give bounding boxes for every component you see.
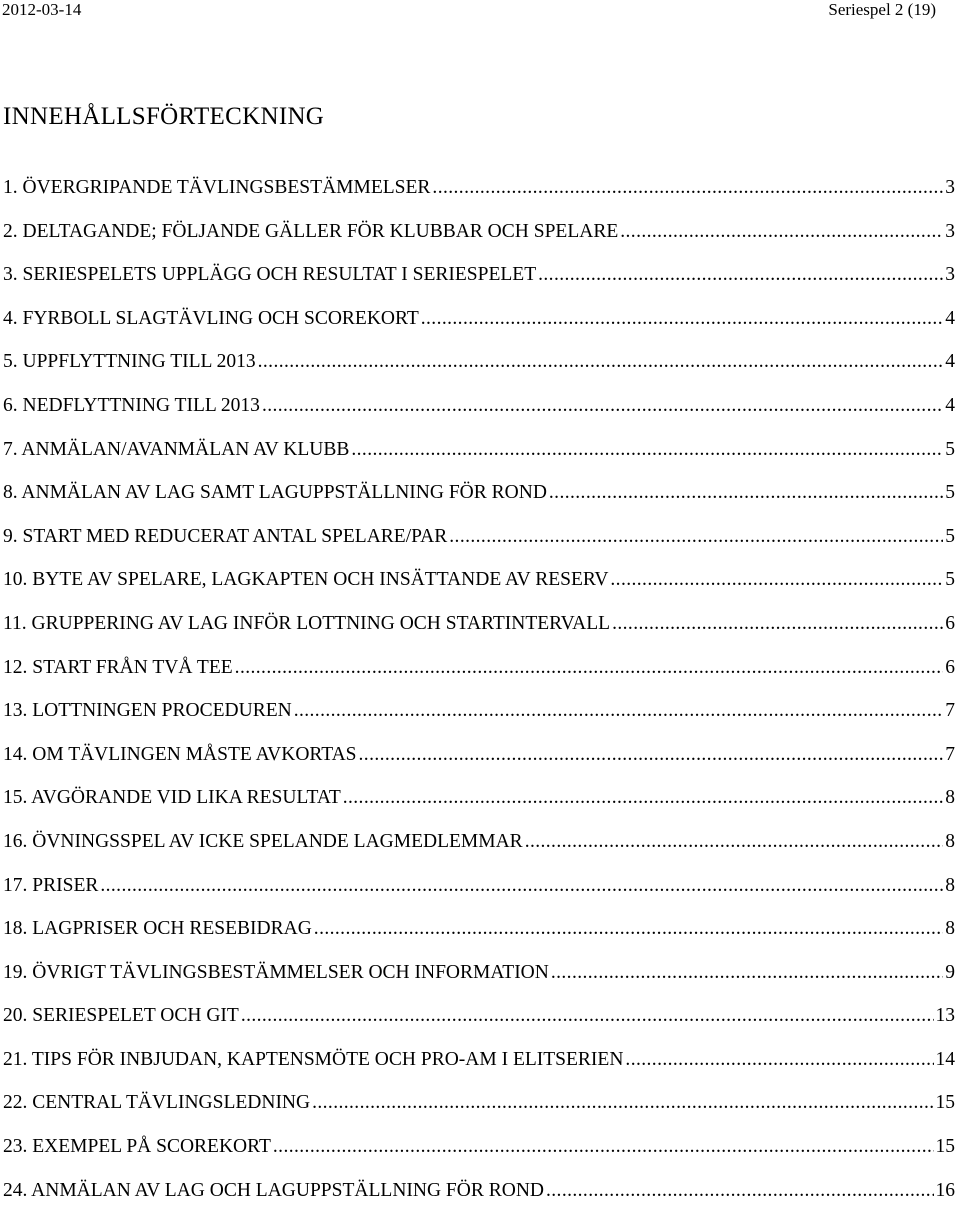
toc-leader-dots (273, 1125, 934, 1169)
toc-entry[interactable] (3, 471, 955, 515)
toc-leader-dots (241, 994, 934, 1038)
toc-entry-label: 10. BYTE AV SPELARE, LAGKAPTEN OCH INSÄTTANDE AV RESERV (3, 569, 609, 591)
toc-leader-dots (538, 253, 943, 297)
toc-entry[interactable] (3, 733, 955, 777)
toc-leader-dots (610, 558, 943, 602)
toc-entry-label: 5. UPPFLYTTNING TILL 2013 (3, 351, 256, 373)
toc-entry-label: 2. DELTAGANDE; FÖLJANDE GÄLLER FÖR KLUBBAR OCH SPELARE (3, 220, 619, 242)
toc-leader-dots (546, 1169, 934, 1212)
toc-leader-dots (620, 210, 943, 254)
toc-entry-page: 4 (945, 307, 955, 329)
toc-entry[interactable] (3, 776, 955, 820)
toc-leader-dots (351, 428, 943, 472)
toc-entry-page: 4 (945, 351, 955, 373)
toc-entry[interactable] (3, 602, 955, 646)
toc-entry-page: 9 (945, 961, 955, 983)
toc-entry-label: 16. ÖVNINGSSPEL AV ICKE SPELANDE LAGMEDLEMMAR (3, 830, 523, 852)
toc-entry[interactable] (3, 1125, 955, 1169)
toc-entry[interactable] (3, 646, 955, 690)
toc-entry[interactable] (3, 515, 955, 559)
toc-entry-page: 3 (945, 177, 955, 198)
toc-leader-dots (551, 951, 943, 995)
toc-entry-page: 8 (945, 918, 955, 940)
toc-leader-dots (549, 471, 943, 515)
toc-entry-label: 14. OM TÄVLINGEN MÅSTE AVKORTAS (3, 743, 357, 765)
toc-entry-label: 12. START FRÅN TVÅ TEE (3, 656, 233, 678)
toc-leader-dots (100, 864, 943, 908)
page-header (0, 0, 960, 24)
toc-leader-dots (343, 776, 943, 820)
toc-entry[interactable] (3, 210, 955, 254)
toc-entry[interactable] (3, 1169, 955, 1212)
header-page-info: Seriespel 2 (19) (828, 0, 936, 19)
toc-entry[interactable] (3, 1038, 955, 1082)
toc-entry-label: 15. AVGÖRANDE VID LIKA RESULTAT (3, 787, 341, 809)
toc-entry-label: 7. ANMÄLAN/AVANMÄLAN AV KLUBB (3, 438, 350, 460)
toc-list (3, 166, 955, 1212)
toc-entry[interactable] (3, 558, 955, 602)
toc-entry-page: 13 (935, 1005, 955, 1027)
toc-entry-label: 19. ÖVRIGT TÄVLINGSBESTÄMMELSER OCH INFORMATION (3, 961, 549, 983)
toc-leader-dots (359, 733, 943, 777)
toc-entry-label: 9. START MED REDUCERAT ANTAL SPELARE/PAR (3, 525, 448, 547)
toc-entry-page: 6 (945, 656, 955, 678)
toc-entry-page: 8 (945, 787, 955, 809)
toc-title: INNEHÅLLSFÖRTECKNING (3, 103, 325, 130)
toc-entry-page: 6 (945, 612, 955, 634)
toc-leader-dots (312, 1081, 933, 1125)
toc-entry-page: 14 (935, 1048, 955, 1070)
toc-entry-page: 7 (945, 700, 955, 722)
toc-entry-page: 3 (945, 264, 955, 286)
toc-leader-dots (235, 646, 943, 690)
toc-entry-label: 8. ANMÄLAN AV LAG SAMT LAGUPPSTÄLLNING FÖR ROND (3, 482, 547, 504)
toc-leader-dots (262, 384, 943, 428)
toc-entry-label: 24. ANMÄLAN AV LAG OCH LAGUPPSTÄLLNING FÖR ROND (3, 1179, 544, 1201)
header-date: 2012-03-14 (2, 0, 82, 19)
toc-entry-label: 11. GRUPPERING AV LAG INFÖR LOTTNING OCH STARTINTERVALL (3, 612, 611, 634)
toc-entry-page: 5 (945, 438, 955, 460)
toc-entry-page: 8 (945, 830, 955, 852)
toc-leader-dots (421, 297, 943, 341)
toc-entry[interactable] (3, 864, 955, 908)
toc-entry-page: 5 (945, 525, 955, 547)
toc-entry[interactable] (3, 253, 955, 297)
toc-entry[interactable] (3, 428, 955, 472)
toc-entry-label: 1. ÖVERGRIPANDE TÄVLINGSBESTÄMMELSER (3, 177, 431, 198)
toc-entry-label: 13. LOTTNINGEN PROCEDUREN (3, 700, 292, 722)
toc-leader-dots (525, 820, 943, 864)
toc-entry[interactable] (3, 951, 955, 995)
toc-entry[interactable] (3, 994, 955, 1038)
toc-leader-dots (258, 340, 943, 384)
toc-leader-dots (432, 166, 943, 210)
toc-entry[interactable] (3, 689, 955, 733)
toc-entry-page: 8 (945, 874, 955, 896)
toc-leader-dots (314, 907, 943, 951)
toc-entry[interactable] (3, 907, 955, 951)
toc-entry-label: 20. SERIESPELET OCH GIT (3, 1005, 239, 1027)
toc-leader-dots (294, 689, 943, 733)
toc-entry-page: 7 (945, 743, 955, 765)
toc-entry-page: 16 (935, 1179, 955, 1201)
toc-entry-page: 15 (935, 1092, 955, 1114)
toc-entry-label: 3. SERIESPELETS UPPLÄGG OCH RESULTAT I SERIESPELET (3, 264, 537, 286)
toc-entry-label: 21. TIPS FÖR INBJUDAN, KAPTENSMÖTE OCH PRO-AM I ELITSERIEN (3, 1048, 624, 1070)
toc-entry[interactable] (3, 384, 955, 428)
toc-leader-dots (449, 515, 943, 559)
toc-entry-page: 3 (945, 220, 955, 242)
toc-entry-page: 4 (945, 394, 955, 416)
toc-entry[interactable] (3, 1081, 955, 1125)
toc-leader-dots (625, 1038, 933, 1082)
toc-entry-label: 6. NEDFLYTTNING TILL 2013 (3, 394, 260, 416)
toc-entry-label: 4. FYRBOLL SLAGTÄVLING OCH SCOREKORT (3, 307, 419, 329)
toc-entry-label: 18. LAGPRISER OCH RESEBIDRAG (3, 918, 312, 940)
toc-entry[interactable] (3, 166, 955, 210)
toc-entry[interactable] (3, 820, 955, 864)
toc-entry-page: 5 (945, 482, 955, 504)
toc-entry-label: 17. PRISER (3, 874, 99, 896)
toc-entry-page: 5 (945, 569, 955, 591)
toc-entry-label: 22. CENTRAL TÄVLINGSLEDNING (3, 1092, 311, 1114)
toc-leader-dots (612, 602, 943, 646)
toc-entry-label: 23. EXEMPEL PÅ SCOREKORT (3, 1136, 271, 1158)
toc-entry[interactable] (3, 340, 955, 384)
toc-entry[interactable] (3, 297, 955, 341)
toc-entry-page: 15 (935, 1136, 955, 1158)
